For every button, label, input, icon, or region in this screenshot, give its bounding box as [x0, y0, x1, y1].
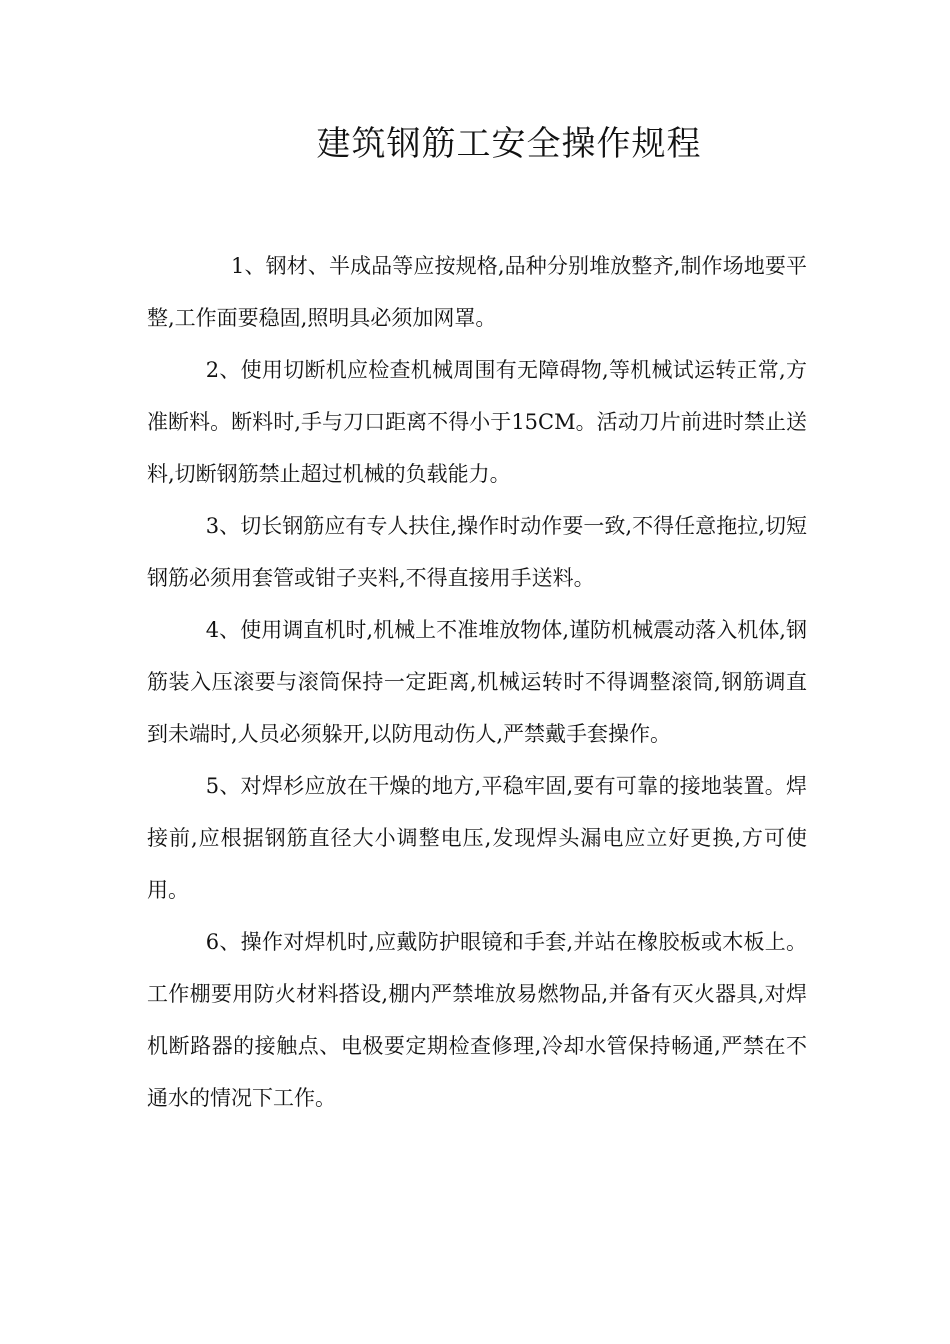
- document-title: 建筑钢筋工安全操作规程: [316, 124, 702, 164]
- paragraph-4: 4、使用调直机时,机械上不准堆放物体,谨防机械震动落入机体,钢筋装入压滚要与滚筒保持一定距离,机械运转时不得调整滚筒,钢筋调直到未端时,人员必须躲开,以防甩动伤人,严禁戴手套操作。: [147, 618, 807, 746]
- document-body: [147, 240, 807, 1124]
- paragraph-6: 6、操作对焊机时,应戴防护眼镜和手套,并站在橡胶板或木板上。工作棚要用防火材料搭设,棚内严禁堆放易燃物品,并备有灭火器具,对焊机断路器的接触点、电极要定期检查修理,冷却水管保持畅通,严禁在不通水的情况下工作。: [147, 930, 807, 1110]
- paragraph-3: 3、切长钢筋应有专人扶住,操作时动作要一致,不得任意拖拉,切短钢筋必须用套管或钳子夹料,不得直接用手送料。: [147, 514, 807, 590]
- paragraph-5: 5、对焊杉应放在干燥的地方,平稳牢固,要有可靠的接地装置。焊接前,应根据钢筋直径大小调整电压,发现焊头漏电应立好更换,方可使用。: [147, 774, 807, 902]
- paragraph-2: 2、使用切断机应检查机械周围有无障碍物,等机械试运转正常,方准断料。断料时,手与刀口距离不得小于15CM。活动刀片前进时禁止送料,切断钢筋禁止超过机械的负载能力。: [147, 358, 807, 486]
- paragraph-1: 1、钢材、半成品等应按规格,品种分别堆放整齐,制作场地要平整,工作面要稳固,照明具必须加网罩。: [147, 254, 807, 330]
